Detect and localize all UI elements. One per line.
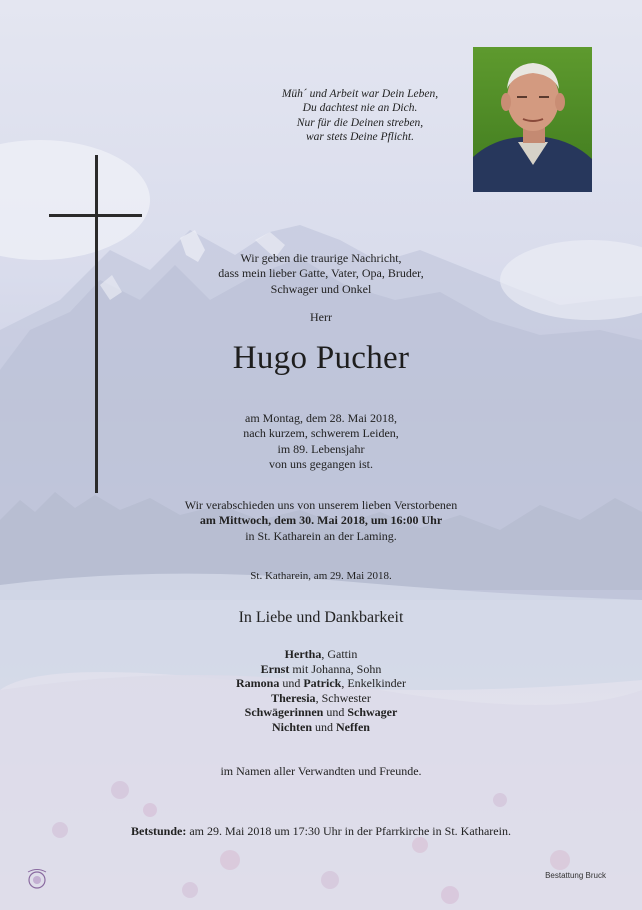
prayer-label: Betstunde: — [131, 824, 187, 838]
poem-line: Du dachtest nie an Dich. — [302, 102, 418, 115]
cross-bar — [49, 214, 142, 217]
announcement-line: Schwager und Onkel — [270, 281, 372, 296]
closing-line: im Namen aller Verwandten und Freunde. — [220, 764, 422, 778]
mourner-name: Theresia — [271, 690, 316, 705]
undertaker-name: Bestattung Bruck — [545, 871, 606, 880]
mourner-connector: und — [312, 719, 336, 734]
portrait-photo — [473, 47, 592, 192]
prayer-service — [0, 824, 642, 839]
mourner-name: Hertha — [284, 647, 322, 661]
logo-icon — [22, 866, 52, 890]
prayer-text: am 29. Mai 2018 um 17:30 Uhr in der Pfarrkirche in St. Katharein. — [186, 824, 511, 838]
mourner-line — [0, 676, 642, 691]
announcement-line: dass mein lieber Gatte, Vater, Opa, Bruder, — [218, 266, 424, 281]
mourner-relation: , Gattin — [321, 647, 358, 661]
mourner-line — [0, 691, 642, 706]
funeral-info — [0, 498, 642, 544]
mourner-connector: und — [323, 705, 348, 720]
funeral-datetime: am Mittwoch, dem 30. Mai 2018, um 16:00 Uhr — [199, 513, 443, 528]
mourner-line — [0, 662, 642, 677]
announcement — [0, 251, 642, 297]
mourner-connector: und — [279, 676, 304, 691]
mourner-name: Ernst — [260, 661, 290, 676]
mourners-list — [0, 647, 642, 735]
death-info-line: nach kurzem, schwerem Leiden, — [243, 426, 399, 441]
mourner-name: Nichten — [272, 719, 312, 734]
mourner-name: Schwager — [347, 705, 398, 720]
funeral-location: in St. Katharein an der Laming. — [245, 528, 397, 543]
mourner-name: Neffen — [336, 719, 370, 734]
poem-line: war stets Deine Pflicht. — [306, 130, 414, 143]
poem-line: Nur für die Deinen streben, — [296, 116, 424, 129]
place-date: St. Katharein, am 29. Mai 2018. — [250, 570, 392, 582]
funeral-intro: Wir verabschieden uns von unserem lieben Verstorbenen — [184, 498, 458, 512]
poem-line: Müh´ und Arbeit war Dein Leben, — [281, 88, 439, 100]
deceased-name: Hugo Pucher — [232, 340, 410, 376]
mourner-name: Patrick — [303, 676, 342, 691]
mourner-relation: , Enkelkinder — [341, 676, 406, 691]
mourner-name: Schwägerinnen — [244, 705, 324, 720]
poem — [240, 87, 480, 144]
mourner-line — [0, 647, 642, 662]
announcement-line: Wir geben die traurige Nachricht, — [240, 251, 402, 265]
death-info — [0, 411, 642, 472]
mourner-name: Ramona — [236, 676, 280, 691]
death-info-line: im 89. Lebensjahr — [277, 441, 365, 456]
death-info-line: von uns gegangen ist. — [269, 456, 373, 471]
mourner-relation: mit Johanna, Sohn — [289, 661, 382, 676]
mourner-relation: , Schwester — [315, 690, 371, 705]
mourner-line — [0, 705, 642, 720]
mourners-heading: In Liebe und Dankbarkeit — [238, 609, 404, 626]
salutation: Herr — [310, 310, 332, 324]
death-info-line: am Montag, dem 28. Mai 2018, — [245, 411, 397, 425]
mourner-line — [0, 720, 642, 735]
